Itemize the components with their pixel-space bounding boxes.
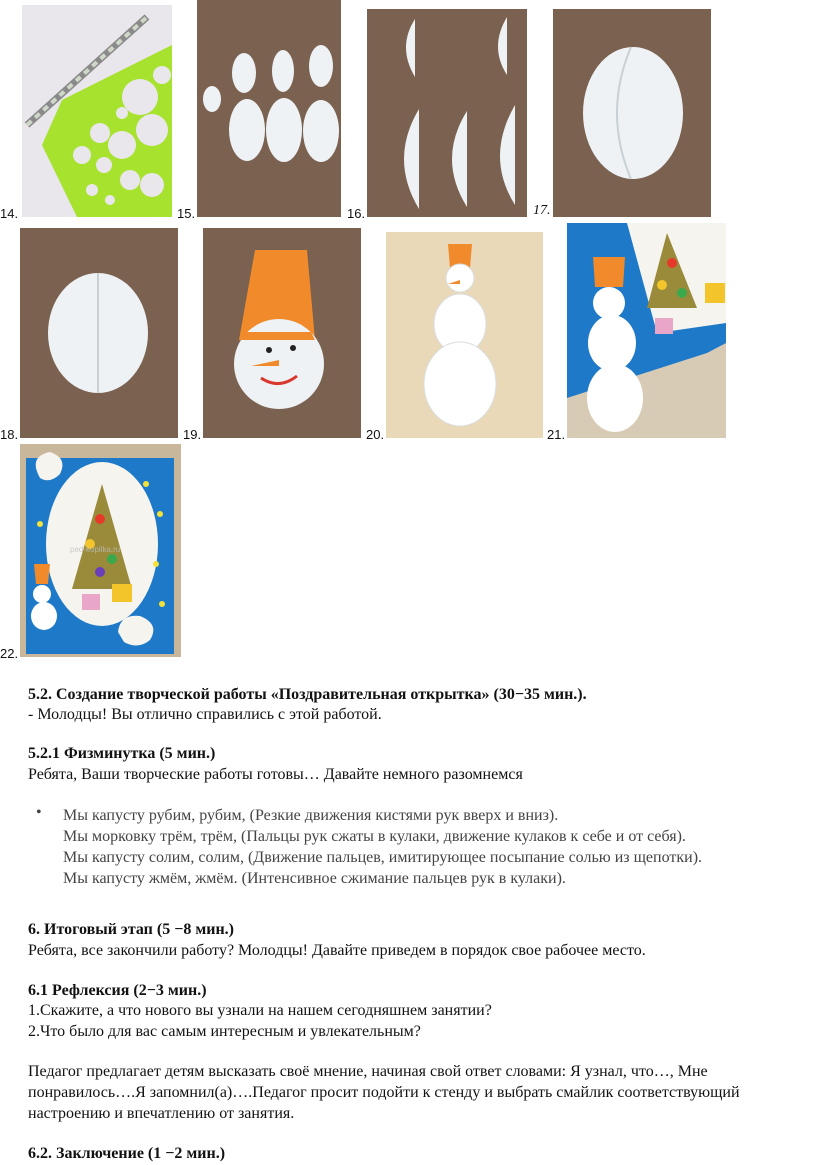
snowman-photo [386,232,543,438]
section-6-heading: 6. Итоговый этап (5 −8 мин.) [28,921,234,938]
question-2: 2.Что было для вас самым интересным и увлекательным? [28,1023,421,1040]
paragraph-line: настроению и впечатлению от занятия. [28,1105,295,1122]
watermark-text: ped-kopilka.ru [70,545,121,554]
section-6-2-heading: 6.2. Заключение (1 −2 мин.) [28,1145,226,1162]
paragraph-line: Педагог предлагает детям высказать своё мнение, начиная свой ответ словами: Я узнал, что…, Мне [28,1063,708,1080]
paragraph-line: понравилось….Я запомнил(а)….Педагог просит подойти к стенду и выбрать смайлик соответствующий [28,1084,740,1101]
section-5-2-1-heading: 5.2.1 Физминутка (5 мин.) [28,745,216,762]
bullet-marker: • [36,804,42,821]
figure-number: 16. [347,206,366,221]
figure-number: 20. [366,427,385,442]
glued-ball-photo [553,9,711,217]
paper-ovals-photo [197,0,341,217]
section-5-2-1-line: Ребята, Ваши творческие работы готовы… Давайте немного разомнемся [28,766,523,783]
section-6-1-heading: 6.1 Рефлексия (2−3 мин.) [28,982,207,999]
poem-line: Мы капусту жмём, жмём. (Интенсивное сжимание пальцев рук в кулаки). [63,870,566,887]
folded-halves-photo [367,9,527,217]
figure-number: 17. [533,203,551,218]
figure-number: 22. [0,646,19,661]
paper-ball-photo [20,228,178,438]
snowman-head-photo [203,228,361,438]
figure-number: 14. [0,206,19,221]
finished-card-photo [20,444,181,657]
stencil-pencil-photo [22,5,172,217]
section-5-2-heading: 5.2. Создание творческой работы «Поздравительная открытка» (30−35 мин.). [28,686,587,703]
poem-line: Мы капусту солим, солим, (Движение пальцев, имитирующее посыпание солью из щепотки). [63,849,703,866]
card-snowman-photo [567,223,726,438]
figure-number: 21. [547,427,566,442]
poem-line: Мы морковку трём, трём, (Пальцы рук сжаты в кулаки, движение кулаков к себе и от себя). [63,828,686,845]
question-1: 1.Скажите, а что нового вы узнали на нашем сегодняшнем занятии? [28,1002,492,1019]
section-5-2-line: - Молодцы! Вы отлично справились с этой работой. [28,706,382,723]
figure-number: 15. [177,206,196,221]
section-6-line: Ребята, все закончили работу? Молодцы! Давайте приведем в порядок свое рабочее место. [28,942,646,959]
figure-number: 19. [183,427,202,442]
poem-line: Мы капусту рубим, рубим, (Резкие движения кистями рук вверх и вниз). [63,807,559,824]
figure-number: 18. [0,427,19,442]
